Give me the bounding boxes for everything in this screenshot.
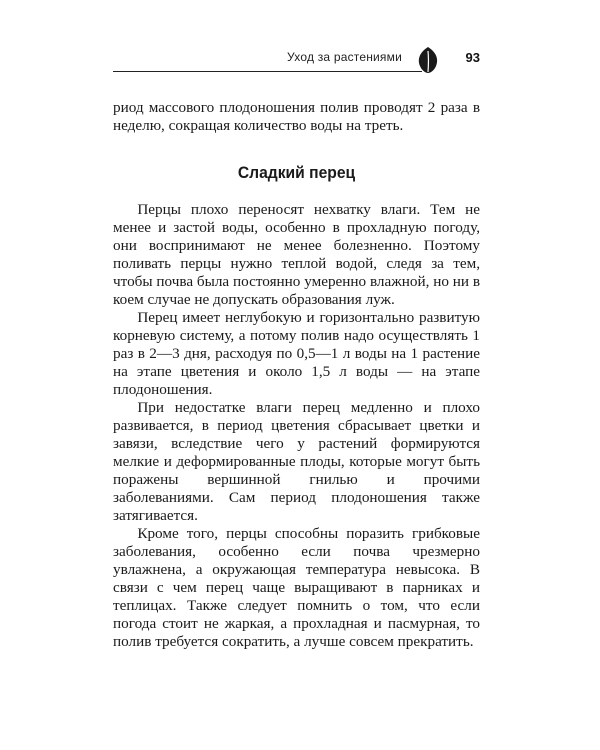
running-header-title: Уход за растениями bbox=[287, 50, 402, 64]
paragraph: Перец имеет неглубокую и горизонтально развитую корневую систему, а потому полив надо осуществлять 1 раз в 2—3 дня, расходуя по 0,5—1 л воды на 1 растение на этапе цветения и около 1,5 л воды — на этапе плодоношения. bbox=[113, 309, 480, 398]
leaf-icon bbox=[416, 46, 440, 74]
page-number: 93 bbox=[465, 50, 480, 65]
intro-paragraph: риод массового плодоношения полив проводят 2 раза в неделю, сокращая количество воды на треть. bbox=[113, 99, 480, 134]
running-header bbox=[113, 46, 480, 74]
paragraph: Перцы плохо переносят нехватку влаги. Тем не менее и застой воды, особенно в прохладную погоду, они воспринимают не менее болезненно. Поэтому поливать перцы нужно теплой водой, следя за тем, чтобы почва была постоянно умеренно влажной, но ни в коем случае не допускать образования луж. bbox=[113, 201, 480, 308]
paragraph: При недостатке влаги перец медленно и плохо развивается, в период цветения сбрасывает цветки и завязи, вследствие чего у растений формируются мелкие и деформированные плоды, которые могут быть поражены вершинной гнилью и прочими заболеваниями. Сам период плодоношения также затягивается. bbox=[113, 399, 480, 524]
paragraph: Кроме того, перцы способны поразить грибковые заболевания, особенно если почва чрезмерно увлажнена, а окружающая температура невысока. В связи с чем перец чаще выращивают в парниках и теплицах. Также следует помнить о том, что если погода стоит не жаркая, а прохладная и пасмурная, то полив требуется сократить, а лучше совсем прекратить. bbox=[113, 525, 480, 650]
header-rule bbox=[113, 71, 422, 72]
page-body bbox=[113, 99, 480, 651]
section-title: Сладкий перец bbox=[237, 163, 356, 182]
